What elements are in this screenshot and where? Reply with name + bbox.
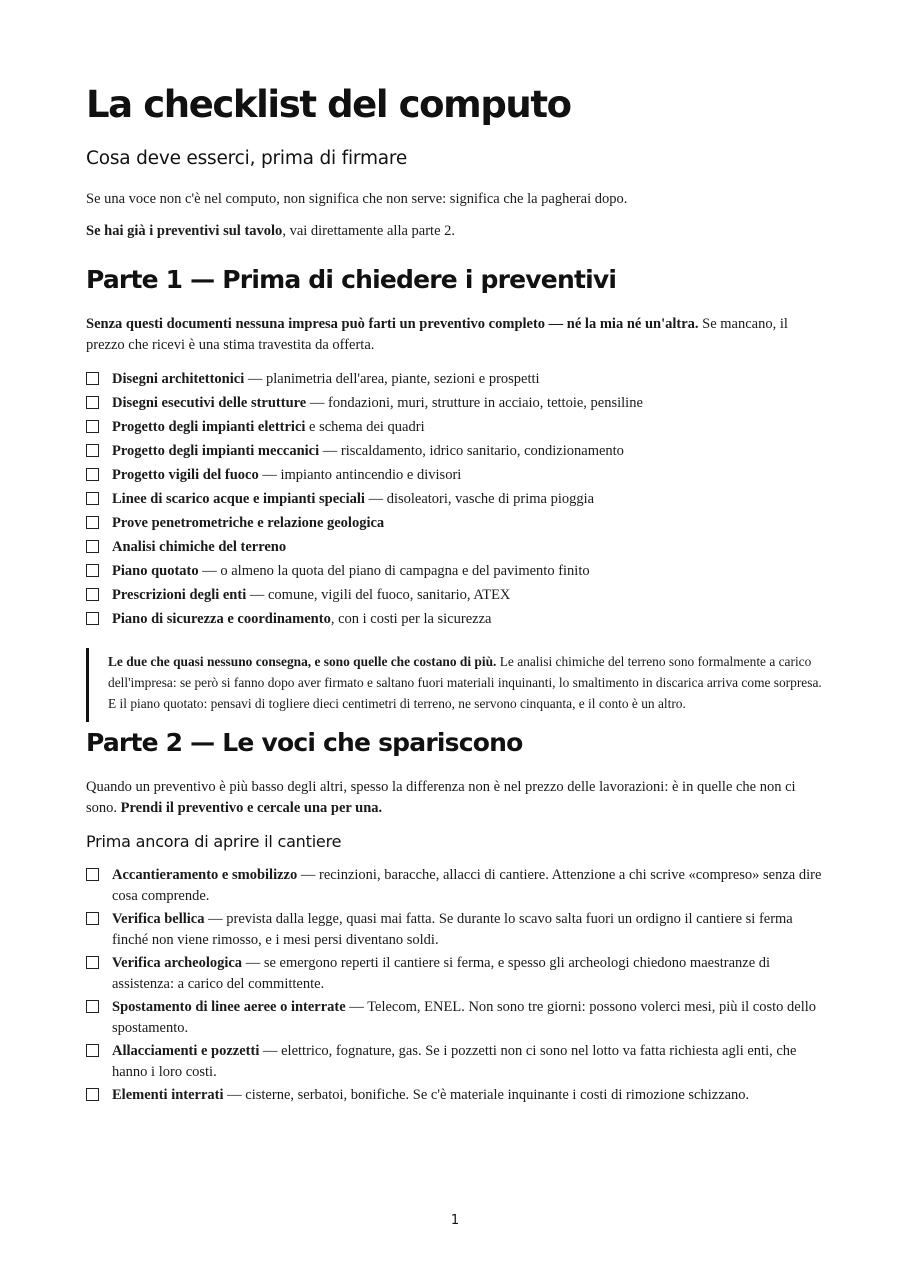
checklist-item: [86, 369, 826, 390]
checklist-item-title: Prove penetrometriche e relazione geologica: [112, 515, 385, 531]
checklist-item: [86, 1041, 826, 1083]
checklist-item-title: Spostamento di linee aeree o interrate: [112, 999, 346, 1015]
checkbox[interactable]: [86, 420, 99, 433]
checklist-item: [86, 865, 826, 907]
part1-heading: Parte 1 — Prima di chiedere i preventivi: [86, 265, 617, 294]
part2-intro-text: Quando un preventivo è più basso degli altri, spesso la differenza non è nel prezzo delle lavorazioni: è in quelle che non ci sono.: [86, 779, 796, 816]
checklist-item: [86, 609, 826, 630]
checklist-item-title: Progetto degli impianti meccanici: [112, 443, 320, 459]
checkbox[interactable]: [86, 956, 99, 969]
checklist-item: [86, 393, 826, 414]
checkbox[interactable]: [86, 564, 99, 577]
checkbox[interactable]: [86, 912, 99, 925]
checklist-item-title: Disegni esecutivi delle strutture: [112, 395, 307, 411]
checkbox[interactable]: [86, 868, 99, 881]
checklist-item: [86, 513, 826, 534]
checklist-item: [86, 537, 826, 558]
part2-intro: [86, 777, 826, 819]
checklist-item-title: Elementi interrati: [112, 1087, 224, 1103]
callout-text: [108, 651, 826, 714]
checklist-item-description: , con i costi per la sicurezza: [330, 611, 492, 627]
checklist-item-description: e schema dei quadri: [305, 419, 425, 435]
checkbox[interactable]: [86, 396, 99, 409]
checklist-item-description: — fondazioni, muri, strutture in acciaio, tettoie, pensiline: [306, 395, 643, 411]
checklist-item-description: — disoleatori, vasche di prima pioggia: [364, 491, 595, 507]
checklist-item: [86, 953, 826, 995]
checklist-item-description: — Telecom, ENEL. Non sono tre giorni: possono volerci mesi, più il costo dello spostamento.: [112, 999, 817, 1036]
checklist-item-title: Piano di sicurezza e coordinamento: [112, 611, 331, 627]
checklist-item-title: Disegni architettonici: [112, 371, 245, 387]
checklist-item-description: — cisterne, serbatoi, bonifiche. Se c'è materiale inquinante i costi di rimozione schizzano.: [223, 1087, 750, 1103]
callout-bold: Le due che quasi nessuno consegna, e sono quelle che costano di più.: [108, 654, 497, 669]
checklist-item: [86, 441, 826, 462]
checklist-item: [86, 561, 826, 582]
part1-intro: [86, 314, 826, 356]
part1-intro-text: Se mancano, il prezzo che ricevi è una stima travestita da offerta.: [86, 316, 788, 353]
checkbox[interactable]: [86, 372, 99, 385]
checkbox[interactable]: [86, 444, 99, 457]
checklist-item-title: Verifica archeologica: [112, 955, 243, 971]
checklist-item-title: Piano quotato: [112, 563, 199, 579]
checklist-item-description: — recinzioni, baracche, allacci di cantiere. Attenzione a chi scrive «compreso» senza dire cosa comprende.: [112, 867, 822, 904]
part2-intro-bold: Prendi il preventivo e cercale una per una.: [120, 800, 383, 816]
checklist-item-title: Verifica bellica: [112, 911, 205, 927]
checkbox[interactable]: [86, 1044, 99, 1057]
shortcut-bold: Se hai già i preventivi sul tavolo: [86, 223, 283, 239]
part2-subheading: Prima ancora di aprire il cantiere: [86, 832, 342, 851]
checkbox[interactable]: [86, 468, 99, 481]
checklist-item-description: — impianto antincendio e divisori: [258, 467, 462, 483]
checklist-item-description: — se emergono reperti il cantiere si ferma, e spesso gli archeologi chiedono maestranze di assistenza: a carico del committente.: [112, 955, 771, 992]
checkbox[interactable]: [86, 588, 99, 601]
checklist-item-title: Progetto vigili del fuoco: [112, 467, 259, 483]
checkbox[interactable]: [86, 540, 99, 553]
lead-paragraph: Se una voce non c'è nel computo, non significa che non serve: significa che la pagherai dopo.: [86, 191, 628, 207]
checkbox[interactable]: [86, 516, 99, 529]
checklist-item-description: — planimetria dell'area, piante, sezioni e prospetti: [244, 371, 540, 387]
checklist-item-title: Linee di scarico acque e impianti speciali: [112, 491, 365, 507]
callout-body: Le analisi chimiche del terreno sono formalmente a carico dell'impresa: se però si fanno dopo aver firmato e saltano fuori materiali inquinanti, lo smaltimento in discarica arriva come sorpresa. E il piano quotato: pensavi di togliere dieci centimetri di terreno, ne servono cinquanta, e il conto è un altro.: [108, 654, 822, 711]
checklist-item-title: Progetto degli impianti elettrici: [112, 419, 306, 435]
page-number: 1: [450, 1213, 460, 1228]
checklist-item: [86, 997, 826, 1039]
checkbox[interactable]: [86, 1000, 99, 1013]
checklist-item-title: Allacciamenti e pozzetti: [112, 1043, 260, 1059]
document-page: [86, 80, 826, 1108]
checklist-item-title: Accantieramento e smobilizzo: [112, 867, 298, 883]
page-title: La checklist del computo: [86, 83, 571, 126]
callout-note: [86, 648, 826, 722]
checklist-item-description: — o almeno la quota del piano di campagna e del pavimento finito: [198, 563, 590, 579]
part1-intro-bold: Senza questi documenti nessuna impresa può farti un preventivo completo — né la mia né un'altra.: [86, 316, 699, 332]
checklist-item-description: — comune, vigili del fuoco, sanitario, ATEX: [246, 587, 511, 603]
part2-checklist: [86, 865, 826, 1106]
checklist-item-title: Prescrizioni degli enti: [112, 587, 247, 603]
part1-checklist: [86, 369, 826, 630]
checklist-item-title: Analisi chimiche del terreno: [112, 539, 287, 555]
page-subtitle: Cosa deve esserci, prima di firmare: [86, 148, 408, 169]
checkbox[interactable]: [86, 612, 99, 625]
checkbox[interactable]: [86, 1088, 99, 1101]
checkbox[interactable]: [86, 492, 99, 505]
part2-heading: Parte 2 — Le voci che spariscono: [86, 728, 523, 757]
checklist-item-description: — riscaldamento, idrico sanitario, condizionamento: [319, 443, 624, 459]
checklist-item-description: — prevista dalla legge, quasi mai fatta. Se durante lo scavo salta fuori un ordigno il cantiere si ferma finché non viene rimosso, e i mesi persi diventano soldi.: [112, 911, 793, 948]
checklist-item-description: — elettrico, fognature, gas. Se i pozzetti non ci sono nel lotto va fatta richiesta agli enti, che hanno i loro costi.: [112, 1043, 797, 1080]
shortcut-text: , vai direttamente alla parte 2.: [282, 223, 456, 239]
checklist-item: [86, 585, 826, 606]
shortcut-paragraph: [86, 221, 826, 242]
checklist-item: [86, 489, 826, 510]
checklist-item: [86, 1085, 826, 1106]
checklist-item: [86, 909, 826, 951]
checklist-item: [86, 465, 826, 486]
checklist-item: [86, 417, 826, 438]
